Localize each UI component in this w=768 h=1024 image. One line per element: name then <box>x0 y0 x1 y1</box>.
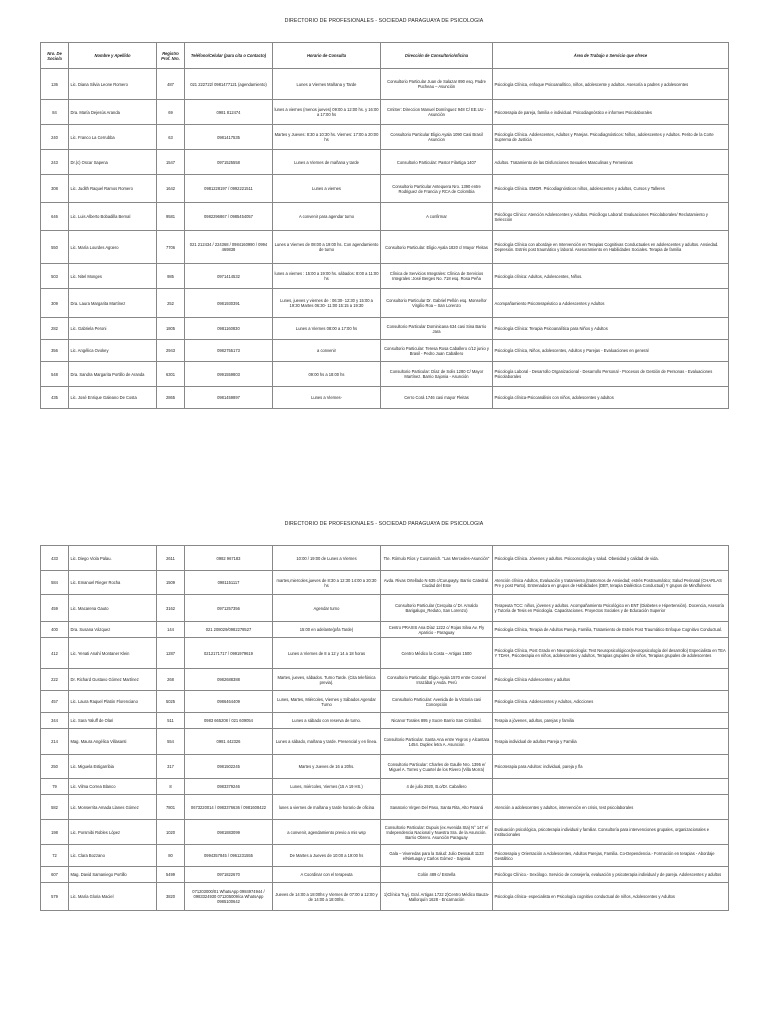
cell-telefono: 0971525558 <box>185 150 273 175</box>
cell-socio: 84 <box>41 100 69 125</box>
cell-nombre: Lic. Luis Alberto Bobadilla Bernal <box>69 203 157 231</box>
cell-telefono: 0981228197 / 0992221511 <box>185 175 273 203</box>
cell-telefono: 0981 442326 <box>185 729 273 755</box>
cell-socio: 136 <box>41 69 69 100</box>
cell-area: Atención a adolescentes y adultos, intervención en crisis, test psicolaborales <box>493 795 729 820</box>
cell-nombre: Dra. María Dejesús Aranda <box>69 100 157 125</box>
cell-area: Psicología Clínica: Terapia Psicoanalítica para Niños y Adultos <box>493 318 729 340</box>
cell-socio: 412 <box>41 638 69 669</box>
cell-direccion: Tte. Rómulo Ríos y Cusmanich. "Las Mercedes-Asunción" <box>381 546 493 571</box>
cell-area: Psicología Clínica. EMDR. Psicodiagnósticos niños, adolescentes y adultos, Cursos y Talleres <box>493 175 729 203</box>
cell-direccion: Consultorio Particular: Charles de Gaulle Nro. 1395 e/ Miguel A. Torres y Cuartel de los Rivero (Villa Morra) <box>381 755 493 779</box>
cell-registro: 2611 <box>157 546 185 571</box>
cell-direccion: Cerro Corá 1746 casi mayor Fleitas <box>381 387 493 409</box>
cell-direccion: Consultorio Particular Dominicana 634 casi Sina Barrio Jara <box>381 318 493 340</box>
cell-horario: lunes a viernes : 15:00 a 19:00 hs. sábados: 8:00 a 11:00 hs <box>273 264 381 289</box>
cell-direccion: A confirmar <box>381 203 493 231</box>
cell-telefono: 0981417535 <box>185 125 273 150</box>
cell-socio: 582 <box>41 795 69 820</box>
cell-socio: 72 <box>41 845 69 867</box>
cell-direccion: Centro PRAXIS Ana Díaz 1222 c/ Rojas Silva Av. Fly Aparicio - Paraguay <box>381 622 493 638</box>
cell-registro: 317 <box>157 755 185 779</box>
cell-area: Psicología Clínica. Jóvenes y adultos. Psicooncología y salud. Obesidad y calidad de vida. <box>493 546 729 571</box>
col-header-area: Área de Trabajo o Servicio que ofrece <box>493 43 729 69</box>
table-row <box>41 231 729 264</box>
table-row <box>41 203 729 231</box>
cell-telefono: 0971414532 <box>185 264 273 289</box>
table-row <box>41 867 729 883</box>
table-row <box>41 795 729 820</box>
cell-nombre: Lic. Laura Raquel Platón Florenciano <box>69 691 157 713</box>
table-row <box>41 845 729 867</box>
cell-horario: Agendar turno <box>273 595 381 622</box>
cell-area: Psicología Clínica. Adolescentes, Adultos y Parejas. Psicodiagnósticos: Niños, adolescentes y Adultos. Perito de la Corte Suprema de Justicia <box>493 125 729 150</box>
cell-horario: Lunes a sábado con reserva de turno. <box>273 713 381 729</box>
cell-nombre: Lic. Franco La Cerrubba <box>69 125 157 150</box>
cell-socio: 579 <box>41 883 69 911</box>
cell-horario: a convenir, agendamiento previo a mis wsp <box>273 820 381 845</box>
cell-nombre: Lic. Diego Viola Palau. <box>69 546 157 571</box>
cell-direccion: Consultorio Particular Dr. Gabriel Pellón esq. Monseñor Virgilio Roa – San Lorenzo <box>381 289 493 318</box>
cell-telefono: 0982 967183 <box>185 546 273 571</box>
cell-registro: 5025 <box>157 691 185 713</box>
cell-socio: 240 <box>41 125 69 150</box>
cell-telefono: 0981459897 <box>185 387 273 409</box>
cell-nombre: Dr.(c) Oscar Sapena <box>69 150 157 175</box>
table-row <box>41 571 729 595</box>
page-title-top: DIRECTORIO DE PROFESIONALES - SOCIEDAD PARAGUAYA DE PSICOLOGIA <box>284 18 484 24</box>
cell-registro: 6301 <box>157 362 185 387</box>
cell-registro: 2943 <box>157 340 185 362</box>
cell-registro: 2865 <box>157 387 185 409</box>
cell-registro: 5499 <box>157 867 185 883</box>
cell-nombre: Lic. Yenati Anahí Montaner Klein <box>69 638 157 669</box>
cell-direccion: Consultorio Particular (Cerquita c/ Dr. Arnaldo Barigalupo_Reduto, San Lorenzo) <box>381 595 493 622</box>
cell-nombre: Dr. Richard Gustavo Gómez Martínez <box>69 669 157 691</box>
cell-telefono: 0981160830 <box>185 318 273 340</box>
table-row <box>41 713 729 729</box>
cell-area: Psicólogo Clínico.- Sexólogo. Servicio de consejería, evaluación y psicoterapia individual y de pareja. Adolescentes y adultos <box>493 867 729 883</box>
cell-registro: 80 <box>157 845 185 867</box>
cell-registro: 1805 <box>157 318 185 340</box>
cell-horario: lunes a viernes de mañana y tarde horario de oficina <box>273 795 381 820</box>
cell-telefono: 021 222722/ 0981477121 (agendamiento) <box>185 69 273 100</box>
cell-nombre: Lic. Miguela Estigarribia <box>69 755 157 779</box>
cell-telefono: 0673220014 / 0983376636 / 0981608422 <box>185 795 273 820</box>
cell-socio: 79 <box>41 779 69 795</box>
cell-area: Psicoterapia para Adultos: individual, pareja y fla <box>493 755 729 779</box>
cell-telefono: 0971257356 <box>185 595 273 622</box>
cell-direccion: Consultorio Particular. Santa Ana entre Yegros y Alcantara 1454. Duplex letra A. Asunción <box>381 729 493 755</box>
cell-horario: De Martes a Jueves de 10:00 a 19:00 hs <box>273 845 381 867</box>
cell-direccion: Consultorio Particular: Díaz de Solis 1280 C/ Mayor Martínez. Barrio Sajonia - Asunción <box>381 362 493 387</box>
cell-direccion: Consultorio Particular: Eligio Ayala 1570 entre Coronel Irrazábal y Avda. Perú <box>381 669 493 691</box>
cell-direccion: Consultorio Particular: Pastor Filartiga 1407 <box>381 150 493 175</box>
cell-telefono: 0981 812474 <box>185 100 273 125</box>
cell-horario: Lunes, jueves y viernes de : 06:30- 12:30 y 15:00 a 19:30 Martes 06:30- 11:00 15:15 a 19:30 <box>273 289 381 318</box>
cell-socio: 400 <box>41 622 69 638</box>
cell-registro: 7706 <box>157 231 185 264</box>
cell-nombre: Lic. Nitel Monges <box>69 264 157 289</box>
col-header-horario: Horario de Consulta <box>273 43 381 69</box>
cell-telefono: 0982755173 <box>185 340 273 362</box>
cell-direccion: Consultorio Particular: Teresa Rosa Caballero c/12 junio y Brasil - Pedro Juan Caballero <box>381 340 493 362</box>
table-row <box>41 546 729 571</box>
cell-telefono: 0983379246 <box>185 779 273 795</box>
cell-direccion: 4 de julio 2920, B.o/Dr. Caballero <box>381 779 493 795</box>
cell-nombre: Lic. Angélica Ovokey <box>69 340 157 362</box>
cell-nombre: Lic. Monserrita Amada Llanes Gómez <box>69 795 157 820</box>
table-row <box>41 755 729 779</box>
cell-nombre: Lic. Clara Bozzano <box>69 845 157 867</box>
cell-direccion: Consultorio Particular: Avenida de la Victoria casi Concepción <box>381 691 493 713</box>
cell-direccion: Clínica de Servicios Integrales: Clínica de Servicios Integrales :José Berges No. 718 esq. Rosa Peña <box>381 264 493 289</box>
cell-socio: 435 <box>41 387 69 409</box>
cell-direccion: Consultorio Particular Antequera Nro. 1390 entre Rodriguez de Francia y RCA de Colombia <box>381 175 493 203</box>
cell-area: Psicología Clínica, Niños, adolescentes, Adultos y Parejas - Evaluaciones en general <box>493 340 729 362</box>
cell-socio: 308 <box>41 175 69 203</box>
cell-nombre: Dra. Sandra Margarita Portillo de Aranda <box>69 362 157 387</box>
table-row <box>41 175 729 203</box>
table-row <box>41 264 729 289</box>
table-header-row <box>41 43 729 69</box>
cell-area: Terapia individual de adultos Pareja y Familia <box>493 729 729 755</box>
cell-nombre: Mag. David Samaniego Portillo <box>69 867 157 883</box>
cell-direccion: Consultorio Particular: Eligio Ayala 1820 c/ Mayor Fleitas <box>381 231 493 264</box>
table-row <box>41 150 729 175</box>
cell-registro: 1287 <box>157 638 185 669</box>
cell-registro: 144 <box>157 622 185 638</box>
cell-nombre: Mag. Maura Angélica Villasanti <box>69 729 157 755</box>
cell-nombre: Lic. José Enrique Galeano De Costa <box>69 387 157 409</box>
cell-horario: Lunes a Viernes 08:00 a 17:00 hs <box>273 318 381 340</box>
cell-nombre: Dra. Laura Margarita Martínez <box>69 289 157 318</box>
cell-direccion: Sanatorio Virgen Del Paso, Santa Rita, Alto Paraná <box>381 795 493 820</box>
cell-area: Psicología Laboral - Desarrollo Organizacional - Desarrollo Personal - Procesos de Gestión de Personas - Evaluaciones Psicolaborales <box>493 362 729 387</box>
table-row <box>41 362 729 387</box>
cell-nombre: Lic. María Lourdes Agüero <box>69 231 157 264</box>
cell-direccion: Colón 489 c/ Estrella <box>381 867 493 883</box>
cell-direccion: Consultorio Particular Eligio Ayala 1090 Casi Brasil Asuncion <box>381 125 493 150</box>
cell-registro: 1547 <box>157 150 185 175</box>
col-header-telefono: Teléfono/Celular (para cita o Contacto) <box>185 43 273 69</box>
table-row <box>41 669 729 691</box>
table-row <box>41 691 729 713</box>
cell-horario: Martes, jueves, sábados. Turno Tarde. (Cita telefónica previa). <box>273 669 381 691</box>
cell-registro: 7801 <box>157 795 185 820</box>
table-row <box>41 729 729 755</box>
cell-area: Psicología Clínica. Adolescentes y Adultos, Adicciones <box>493 691 729 713</box>
table-row <box>41 779 729 795</box>
cell-socio: 503 <box>41 264 69 289</box>
cell-socio: 198 <box>41 820 69 845</box>
table-row <box>41 125 729 150</box>
cell-registro: 985 <box>157 264 185 289</box>
cell-horario: a convenir <box>273 340 381 362</box>
cell-socio: 309 <box>41 289 69 318</box>
cell-registro: 8 <box>157 779 185 795</box>
table-row <box>41 595 729 622</box>
cell-horario: Lunes a sábado, mañana y tarde. Presencial y en línea. <box>273 729 381 755</box>
col-header-nombre: Nombre y Apellido <box>69 43 157 69</box>
cell-area: Atención clínica Adultos, Evaluación y tratamiento,(trastornos de Ansiedad; estrés Postraumático; Salud Perinatal (CHARLAS Pre y post Parto). Entrenadora en grupos de Habilidades (DBT, terapia Dialéctica Conductual) Y grupos de Mindfulness <box>493 571 729 595</box>
cell-socio: 250 <box>41 755 69 779</box>
cell-horario: Lunes, Martes, Miércoles, Viernes y Sábados Agendar Turno <box>273 691 381 713</box>
page-title-bottom: DIRECTORIO DE PROFESIONALES - SOCIEDAD PARAGUAYA DE PSICOLOGIA <box>284 521 484 527</box>
cell-area: Psicología clínica- especialista en Psicología cognitivo conductual de niños, Adolescentes y Adultos <box>493 883 729 911</box>
cell-socio: 457 <box>41 691 69 713</box>
cell-horario: A convenir para agendar turno <box>273 203 381 231</box>
cell-socio: 214 <box>41 729 69 755</box>
cell-nombre: Lic. Porsmibi Robles López <box>69 820 157 845</box>
cell-socio: 548 <box>41 362 69 387</box>
cell-telefono: 0986464409 <box>185 691 273 713</box>
cell-telefono: 0981930391 <box>185 289 273 318</box>
directory-table-2 <box>40 545 729 911</box>
cell-telefono: 0982296867 / 0985454057 <box>185 203 273 231</box>
cell-area: Psicología Clínica, Terapia de Adultos Pareja, Familia, Tratamiento de Estrés Post Traumático Enfoque Cognitivo Conductual. <box>493 622 729 638</box>
cell-direccion: Avda. Rivas Ortellado N 635 c/Curupayty. Barrio Catedral. Ciudad del Este <box>381 571 493 595</box>
cell-registro: 3162 <box>157 595 185 622</box>
cell-telefono: 021 212434 / 224368 / 0984160990 / 0994 469838 <box>185 231 273 264</box>
cell-direccion: 1)Clínica Tuyj. Gral. Artigas 1722 2)Centro Médico Bauza-Mallorquín 1628 - Encarnación <box>381 883 493 911</box>
cell-socio: 459 <box>41 595 69 622</box>
cell-telefono: 0981502245 <box>185 755 273 779</box>
cell-socio: 550 <box>41 231 69 264</box>
cell-socio: 243 <box>41 150 69 175</box>
cell-horario: Lunes a Viernes- <box>273 387 381 409</box>
cell-registro: 268 <box>157 669 185 691</box>
table-row <box>41 318 729 340</box>
cell-horario: Lunes a Viernes de 8 a 12 y 14 a 18 horas <box>273 638 381 669</box>
cell-telefono: 0991559803 <box>185 362 273 387</box>
cell-horario: 15:00 en adelante(p/la Tarde) <box>273 622 381 638</box>
cell-nombre: Lic. Vilma Correa Blanco <box>69 779 157 795</box>
cell-area: Psicología Clínica con abordaje en Intervención en Terapias Cognitivas Conductuales en adolescentes y adultos. Ansiedad. Depresión. Estrés post traumático y laboral. Asesoramiento en Habilidades Sociales. Terapia de familia <box>493 231 729 264</box>
table-row <box>41 387 729 409</box>
cell-registro: 252 <box>157 289 185 318</box>
table-row <box>41 289 729 318</box>
cell-registro: 1642 <box>157 175 185 203</box>
cell-horario: Lunes a viernes <box>273 175 381 203</box>
cell-horario: 09:00 hs a 18:00 hs <box>273 362 381 387</box>
cell-nombre: Lic. Judith Raquel Ramos Romero <box>69 175 157 203</box>
cell-socio: 222 <box>41 669 69 691</box>
cell-telefono: 0981151117 <box>185 571 273 595</box>
cell-area: Psicología Clínica Adolescentes y adultos <box>493 669 729 691</box>
cell-area: Psicología Clínica, enfoque Psicoanalítico, niños, adolescente y adultos. Asesoría a padres y adolescentes <box>493 69 729 100</box>
cell-registro: 9581 <box>157 203 185 231</box>
cell-nombre: Dra. Susana Vázquez <box>69 622 157 638</box>
col-header-registro: Registro Prof. Nro. <box>157 43 185 69</box>
cell-telefono: 0212171717 / 0991979619 <box>185 638 273 669</box>
table-row <box>41 820 729 845</box>
col-header-direccion: Dirección de Consultorio/oficina <box>381 43 493 69</box>
cell-registro: 69 <box>157 100 185 125</box>
cell-direccion: CmiSer: Direccion Manuel Domínguez 948 C/ EE.UU - Asunción <box>381 100 493 125</box>
cell-nombre: Lic. Sara Yaluff de Olari <box>69 713 157 729</box>
cell-registro: 63 <box>157 125 185 150</box>
cell-direccion: Consultorio Particular: Dupuis (ex Avenida Sta) N° 147 e/ Independencia Nacional y Nuestra Sra. de la Asunción. Barrio Obrero. Asunción Paraguay <box>381 820 493 845</box>
cell-nombre: Lic. María Gloria Maciel <box>69 883 157 911</box>
cell-telefono: 071203000/01 WhatsApp 0984974944 / 0983324930 071205009/ca WhatsApp 0985100642 <box>185 883 273 911</box>
cell-registro: 1509 <box>157 571 185 595</box>
directory-table-1 <box>40 42 729 409</box>
cell-area: Psicología clínica: Adultos, Adolescentes, Niños. <box>493 264 729 289</box>
cell-socio: 646 <box>41 203 69 231</box>
cell-socio: 584 <box>41 571 69 595</box>
cell-registro: 487 <box>157 69 185 100</box>
cell-horario: Lunes, miércoles, Viernes (15 A 19 HS.) <box>273 779 381 795</box>
cell-nombre: Lic. Emanuel Rieger Rocha <box>69 571 157 595</box>
cell-nombre: Lic. Gabriela Peroni <box>69 318 157 340</box>
cell-area: Psicoterapia de pareja, familia e individual. Psicodiagnóstico e informes Psicolaborales <box>493 100 729 125</box>
table-row <box>41 340 729 362</box>
cell-area: Psicólogo Clínico: Atención Adolescentes y Adultos. Psicólogo Laboral: Evaluaciones Psicolaborales/ Reclutamiento y Selección <box>493 203 729 231</box>
cell-area: Adultos. Tratamiento de las Disfunciones Sexuales Masculinas y Femeninas <box>493 150 729 175</box>
cell-area: Evaluación psicológica, psicoterapia individual y familiar. Consultoría para intervenciones grupales, organizacionales e institucionales <box>493 820 729 845</box>
cell-telefono: 0981883099 <box>185 820 273 845</box>
table-row <box>41 69 729 100</box>
cell-area: Acompañamiento Psicoterapéutico a Adolescentes y Adultos <box>493 289 729 318</box>
table-row <box>41 100 729 125</box>
cell-registro: 511 <box>157 713 185 729</box>
cell-area: Terapeuta TCC: niños, jóvenes y adultos. Acompañamiento Psicológico en ENT (Diabetes e Hipertensión). Docencia, Asesoría y Tutoría de Tesis en Psicología. Capacitaciones. Proyectos Sociales y de Educación Superior <box>493 595 729 622</box>
cell-horario: Lunes a Viernes de mañana y tarde <box>273 150 381 175</box>
cell-horario: 10:00 / 19:00 de Lunes a Viernes <box>273 546 381 571</box>
cell-horario: Lunes a Viernes Mañana y Tarde <box>273 69 381 100</box>
cell-socio: 607 <box>41 867 69 883</box>
cell-nombre: Lic. Macarena Gauto <box>69 595 157 622</box>
cell-horario: martes,miercoles,jueves de 8:30 a 12:30 14:00 a 20:30 hs <box>273 571 381 595</box>
cell-socio: 282 <box>41 318 69 340</box>
cell-direccion: Centro Médico la Costa – Artigas 1500 <box>381 638 493 669</box>
cell-direccion: Consultorio Particular Juan de Salazar 890 esq. Padre Pucheau – Asunción <box>381 69 493 100</box>
cell-telefono: 0971822670 <box>185 867 273 883</box>
cell-telefono: 021 208029/0982278527 <box>185 622 273 638</box>
cell-area: Psicoterapia y Orientación a Adolescentes, Adultos Parejas, Familia. Co-Dependencia.- Formación en terapias - Abordaje Gestáltico <box>493 845 729 867</box>
table-row <box>41 883 729 911</box>
cell-area <box>493 779 729 795</box>
cell-telefono: 0983 665208 / 021 609054 <box>185 713 273 729</box>
table-row <box>41 638 729 669</box>
cell-horario: A Coordinar con el terapeuta <box>273 867 381 883</box>
cell-direccion: Gala – Viveredas para la Salud: Julio Dessault 1133 e/Nietuaga y Carlos Gómez - Sajonia <box>381 845 493 867</box>
cell-registro: 3820 <box>157 883 185 911</box>
cell-telefono: 0994357845 / 0961231555 <box>185 845 273 867</box>
cell-horario: Jueves de 14:00 a 18:00hs y Viernes de 07:00 a 12:00 y de 14:00 a 18:00hs. <box>273 883 381 911</box>
cell-socio: 433 <box>41 546 69 571</box>
cell-area: Psicología clínica-Psicoanálisis con niños, adolescentes y adultos <box>493 387 729 409</box>
cell-horario: Martes y Jueves de 16 a 20hs. <box>273 755 381 779</box>
cell-direccion: Nicanor Torales 895 y Sucre Barrio San Cristóbal. <box>381 713 493 729</box>
cell-horario: Martes y Jueves: 8:30 a 10:30 hs. Viernes: 17:00 a 20:00 hs <box>273 125 381 150</box>
cell-socio: 344 <box>41 713 69 729</box>
cell-horario: lunes a viernes (menos jueves) 09:00 a 12:00 hs. y 16:00 a 17:00 hs <box>273 100 381 125</box>
cell-registro: 1020 <box>157 820 185 845</box>
cell-socio: 356 <box>41 340 69 362</box>
col-header-socio: Nro. De Socio/a <box>41 43 69 69</box>
cell-registro: 554 <box>157 729 185 755</box>
cell-area: Psicología Clínica, Post Grado en Neuropsicología: Test Neuropsicológicos(neuropsicología del desarrollo) Especialista en TEA Y TDAH, Psicoterapia en niños, adolescentes y adultos, Terapias grupales de niños, Terapias grupales de adolescentes <box>493 638 729 669</box>
cell-nombre: Lic. Diana Silvia Leone Romero <box>69 69 157 100</box>
cell-horario: Lunes a Viernes de 08:00 a 19:00 hs. Con agendamiento de turno <box>273 231 381 264</box>
cell-area: Terapia a jóvenes, adultos, parejas y familia <box>493 713 729 729</box>
cell-telefono: 0982688388 <box>185 669 273 691</box>
table-row <box>41 622 729 638</box>
